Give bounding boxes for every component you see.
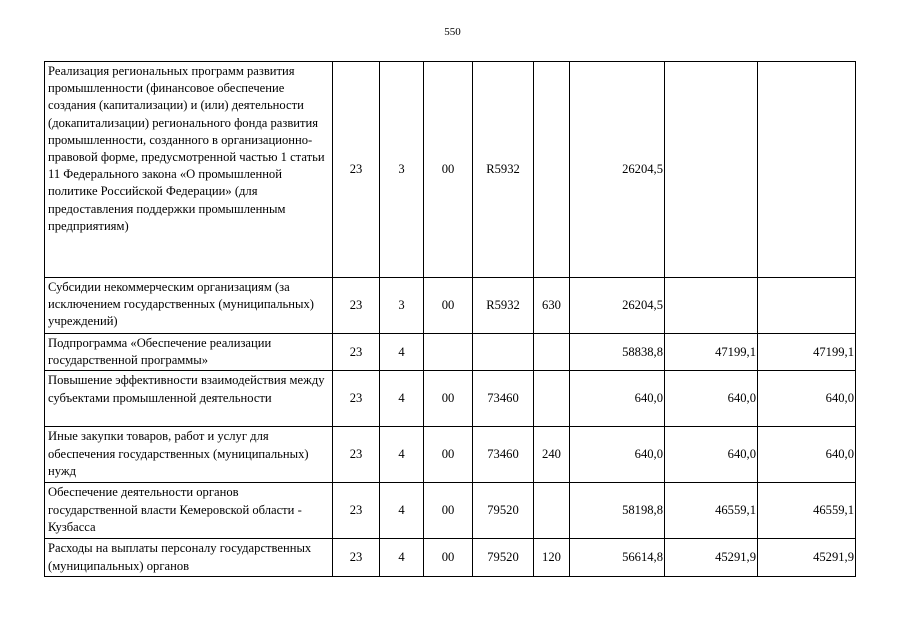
row-name-cell: Подпрограмма «Обеспечение реализации государственной программы» <box>45 334 333 371</box>
program-code-cell: 23 <box>333 334 380 371</box>
subprogram-code-cell: 3 <box>380 278 424 334</box>
table-row <box>45 278 856 334</box>
program-code-cell: 23 <box>333 62 380 278</box>
direction-code-cell: 00 <box>424 278 473 334</box>
program-code-cell: 23 <box>333 278 380 334</box>
program-code-cell: 23 <box>333 483 380 539</box>
expense-kind-cell: 120 <box>534 539 570 576</box>
subprogram-code-cell: 3 <box>380 62 424 278</box>
table-row <box>45 483 856 539</box>
expense-code-cell: R5932 <box>473 278 534 334</box>
table-row <box>45 371 856 427</box>
expense-code-cell: 73460 <box>473 427 534 483</box>
amount-year3-cell: 46559,1 <box>758 483 856 539</box>
row-name-cell: Субсидии некоммерческим организациям (за исключением государственных (муниципальных) учреждений) <box>45 278 333 334</box>
subprogram-code-cell: 4 <box>380 427 424 483</box>
row-name-cell: Расходы на выплаты персоналу государственных (муниципальных) органов <box>45 539 333 576</box>
budget-table <box>44 61 856 577</box>
program-code-cell: 23 <box>333 539 380 576</box>
amount-year2-cell: 47199,1 <box>665 334 758 371</box>
amount-year1-cell: 58198,8 <box>570 483 665 539</box>
expense-code-cell: 73460 <box>473 371 534 427</box>
amount-year1-cell: 640,0 <box>570 427 665 483</box>
table-row <box>45 539 856 576</box>
table-body <box>45 62 856 577</box>
amount-year2-cell <box>665 62 758 278</box>
expense-code-cell: 79520 <box>473 539 534 576</box>
subprogram-code-cell: 4 <box>380 371 424 427</box>
direction-code-cell: 00 <box>424 371 473 427</box>
direction-code-cell: 00 <box>424 483 473 539</box>
row-name-cell: Повышение эффективности взаимодействия между субъектами промышленной деятельности <box>45 371 333 427</box>
expense-kind-cell: 240 <box>534 427 570 483</box>
program-code-cell: 23 <box>333 427 380 483</box>
amount-year1-cell: 58838,8 <box>570 334 665 371</box>
expense-code-cell: R5932 <box>473 62 534 278</box>
expense-code-cell: 79520 <box>473 483 534 539</box>
amount-year3-cell <box>758 62 856 278</box>
amount-year3-cell: 640,0 <box>758 371 856 427</box>
amount-year3-cell: 640,0 <box>758 427 856 483</box>
direction-code-cell <box>424 334 473 371</box>
amount-year1-cell: 56614,8 <box>570 539 665 576</box>
amount-year2-cell <box>665 278 758 334</box>
expense-kind-cell: 630 <box>534 278 570 334</box>
expense-kind-cell <box>534 371 570 427</box>
amount-year1-cell: 640,0 <box>570 371 665 427</box>
row-name-cell: Реализация региональных программ развития промышленности (финансовое обеспечение создания (капитализации) и (или) деятельности (докапитализации) регионального фонда развития промышленности, созданного в организационно-правовой форме, предусмотренной частью 1 статьи 11 Федерального закона «О промышленной политике Российской Федерации» (для предоставления поддержки промышленным предприятиям) <box>45 62 333 278</box>
direction-code-cell: 00 <box>424 539 473 576</box>
amount-year2-cell: 640,0 <box>665 371 758 427</box>
amount-year2-cell: 45291,9 <box>665 539 758 576</box>
row-name-cell: Обеспечение деятельности органов государственной власти Кемеровской области - Кузбасса <box>45 483 333 539</box>
program-code-cell: 23 <box>333 371 380 427</box>
expense-code-cell <box>473 334 534 371</box>
direction-code-cell: 00 <box>424 427 473 483</box>
amount-year2-cell: 46559,1 <box>665 483 758 539</box>
expense-kind-cell <box>534 483 570 539</box>
subprogram-code-cell: 4 <box>380 539 424 576</box>
table-row <box>45 334 856 371</box>
amount-year3-cell: 45291,9 <box>758 539 856 576</box>
amount-year2-cell: 640,0 <box>665 427 758 483</box>
amount-year3-cell: 47199,1 <box>758 334 856 371</box>
subprogram-code-cell: 4 <box>380 483 424 539</box>
expense-kind-cell <box>534 62 570 278</box>
amount-year1-cell: 26204,5 <box>570 278 665 334</box>
direction-code-cell: 00 <box>424 62 473 278</box>
expense-kind-cell <box>534 334 570 371</box>
amount-year3-cell <box>758 278 856 334</box>
row-name-cell: Иные закупки товаров, работ и услуг для обеспечения государственных (муниципальных) нужд <box>45 427 333 483</box>
page-number: 550 <box>444 26 461 38</box>
subprogram-code-cell: 4 <box>380 334 424 371</box>
table-row <box>45 427 856 483</box>
table-row <box>45 62 856 278</box>
amount-year1-cell: 26204,5 <box>570 62 665 278</box>
